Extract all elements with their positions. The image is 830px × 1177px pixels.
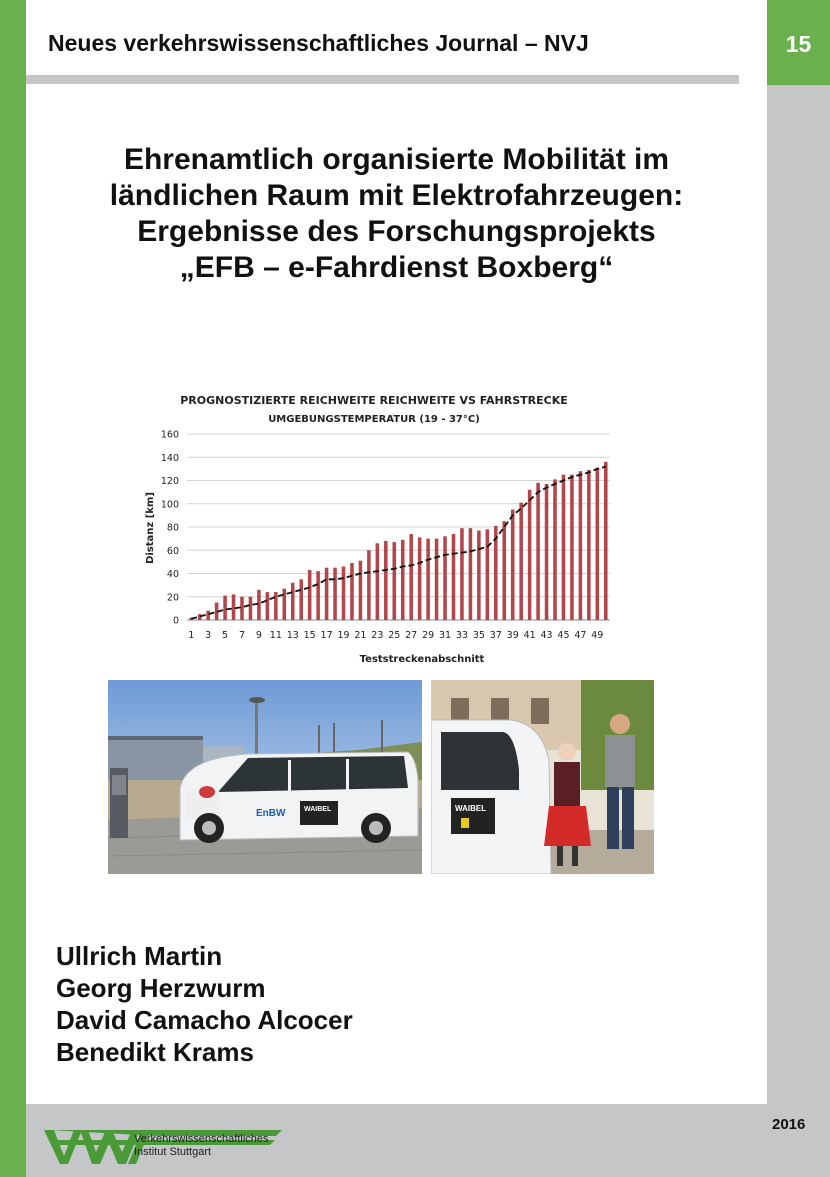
x-tick-label: 23 — [371, 630, 384, 641]
chart-bar — [443, 536, 447, 620]
author-name: Georg Herzwurm — [56, 973, 266, 1003]
x-tick-label: 47 — [574, 630, 587, 641]
chart-bar — [553, 479, 557, 620]
chart-bar — [452, 534, 456, 620]
author-name: David Camacho Alcocer — [56, 1005, 353, 1035]
chart-bar — [299, 579, 303, 620]
x-tick-label: 45 — [557, 630, 570, 641]
chart-bar — [359, 561, 363, 620]
x-tick-label: 49 — [591, 630, 604, 641]
institute-line-2: Institut Stuttgart — [134, 1146, 212, 1158]
chart-bar — [536, 483, 540, 620]
title-line: Ehrenamtlich organisierte Mobilität im — [123, 143, 670, 176]
x-tick-label: 15 — [303, 630, 316, 641]
chart-bar — [511, 510, 515, 620]
journal-title: Neues verkehrswissenschaftliches Journal – NVJ — [48, 30, 589, 56]
chart-bar — [460, 528, 464, 620]
issue-number: 15 — [767, 0, 830, 85]
x-tick-label: 1 — [188, 630, 195, 641]
chart-bar — [325, 568, 329, 620]
y-tick-label: 80 — [166, 522, 179, 534]
chart-bar — [435, 539, 439, 620]
y-tick-label: 20 — [166, 592, 179, 604]
chart-bar — [249, 597, 253, 620]
chart-bar — [469, 528, 473, 620]
x-tick-label: 43 — [540, 630, 553, 641]
chart-bar — [418, 537, 422, 620]
author-name: Benedikt Krams — [56, 1037, 254, 1067]
trend-line — [191, 467, 606, 619]
x-tick-label: 31 — [438, 630, 452, 641]
header-rule — [26, 75, 739, 84]
car-sign-label-2: WAIBEL — [455, 804, 487, 813]
x-tick-label: 33 — [455, 630, 468, 641]
chart-bar — [376, 543, 380, 620]
chart-bar — [240, 597, 244, 620]
chart-bar — [545, 484, 549, 620]
x-tick-label: 39 — [506, 630, 519, 641]
photo-passenger-and-driver — [431, 680, 654, 874]
chart-bar — [477, 530, 481, 620]
y-tick-label: 160 — [160, 429, 179, 441]
photo-ev-charging — [108, 680, 422, 874]
chart-bar — [342, 567, 346, 620]
y-tick-label: 0 — [172, 615, 179, 627]
x-tick-label: 13 — [286, 630, 299, 641]
chart-bar — [257, 590, 261, 620]
x-tick-label: 21 — [354, 630, 367, 641]
chart-bar — [570, 475, 574, 620]
institute-name — [134, 1133, 269, 1159]
document-title — [26, 142, 767, 286]
chart-bar — [579, 471, 583, 620]
x-tick-label: 17 — [320, 630, 333, 641]
chart-bar — [367, 550, 371, 620]
x-tick-label: 35 — [472, 630, 485, 641]
title-line: ländlichen Raum mit Elektrofahrzeugen: — [109, 179, 684, 212]
chart-bar — [266, 592, 270, 620]
chart-bar — [223, 596, 227, 620]
chart-bar — [283, 589, 287, 620]
chart-bar — [350, 563, 354, 620]
x-tick-label: 27 — [405, 630, 418, 641]
title-line: Ergebnisse des Forschungsprojekts — [137, 215, 656, 248]
title-line: „EFB – e-Fahrdienst Boxberg“ — [179, 251, 614, 284]
y-tick-label: 100 — [160, 499, 179, 511]
chart-title: PROGNOSTIZIERTE REICHWEITE REICHWEITE VS FAHRSTRECKE — [180, 394, 568, 407]
chart-bar — [401, 540, 405, 620]
range-chart — [130, 388, 630, 673]
chart-bar — [426, 539, 430, 620]
chart-bar — [562, 475, 566, 620]
y-axis-label: Distanz [km] — [145, 492, 156, 564]
publication-year: 2016 — [772, 1116, 806, 1133]
x-tick-label: 29 — [422, 630, 435, 641]
author-list — [56, 940, 353, 1068]
chart-bar — [274, 592, 278, 620]
chart-bar — [528, 490, 532, 620]
car-sign-label: WAIBEL — [304, 806, 332, 813]
chart-bar — [596, 468, 600, 620]
author-name: Ullrich Martin — [56, 941, 223, 971]
left-green-bar — [0, 0, 26, 1177]
x-tick-label: 25 — [388, 630, 401, 641]
right-gray-bar — [767, 85, 830, 1177]
chart-bar — [308, 570, 312, 620]
y-tick-label: 60 — [166, 545, 179, 557]
chart-bar — [316, 571, 320, 620]
x-tick-label: 7 — [238, 630, 246, 641]
chart-bar — [384, 541, 388, 620]
x-tick-label: 11 — [269, 630, 282, 641]
chart-bar — [486, 529, 490, 620]
chart-bar — [392, 542, 396, 620]
y-tick-label: 140 — [160, 452, 179, 464]
y-tick-label: 40 — [166, 569, 179, 580]
x-tick-label: 37 — [489, 630, 502, 641]
car-brand-label: EnBW — [256, 808, 286, 819]
chart-bar — [587, 470, 591, 620]
x-tick-label: 9 — [255, 630, 262, 641]
x-tick-label: 5 — [222, 630, 229, 641]
x-tick-label: 41 — [523, 630, 536, 641]
institute-line-1: Verkehrswissenschaftliches — [134, 1133, 269, 1145]
chart-subtitle: UMGEBUNGSTEMPERATUR (19 - 37°C) — [268, 414, 480, 425]
chart-bar — [519, 503, 523, 620]
chart-bar — [409, 534, 413, 620]
y-tick-label: 120 — [160, 476, 179, 487]
x-tick-label: 3 — [205, 630, 212, 641]
x-axis-label: Teststreckenabschnitt — [359, 654, 485, 665]
chart-bar — [291, 583, 295, 620]
x-tick-label: 19 — [337, 630, 350, 641]
chart-bar — [232, 594, 236, 620]
chart-bar — [502, 521, 506, 620]
chart-bar — [604, 462, 608, 620]
chart-bar — [333, 568, 337, 620]
chart-bar — [206, 611, 210, 620]
